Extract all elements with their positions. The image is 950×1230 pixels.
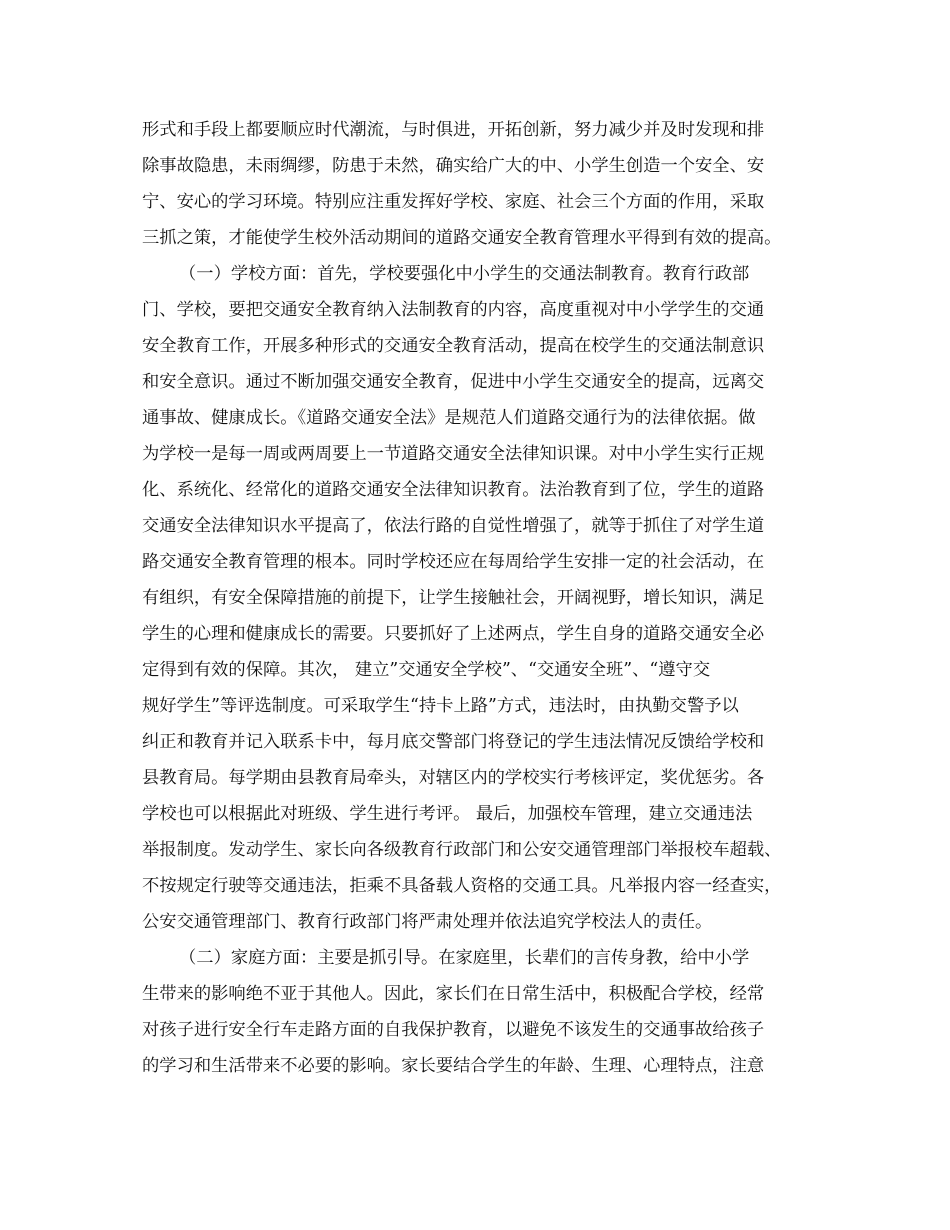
- text-line: 门、学校，要把交通安全教育纳入法制教育的内容，高度重视对中小学学生的交通: [142, 300, 765, 320]
- text-line: 有组织，有安全保障措施的前提下，让学生接触社会，开阔视野，增长知识，满足: [142, 588, 765, 608]
- text-line: 交通安全法律知识水平提高了，依法行路的自觉性增强了，就等于抓住了对学生道: [142, 516, 765, 536]
- text-line: 安全教育工作，开展多种形式的交通安全教育活动，提高在校学生的交通法制意识: [142, 336, 765, 356]
- text-line: 通事故、健康成长。《道路交通安全法》是规范人们道路交通行为的法律依据。做: [142, 408, 756, 428]
- paragraph-first-line: （二）家庭方面：主要是抓引导。在家庭里，长辈们的言传身教，给中小学: [179, 948, 750, 968]
- text-line: 举报制度。发动学生、家长向各级教育行政部门和公安交通管理部门举报校车超载、: [142, 840, 782, 860]
- text-line: 对孩子进行安全行车走路方面的自我保护教育，以避免不该发生的交通事故给孩子: [142, 1020, 765, 1040]
- text-line: 规好学生”等评选制度。可采取学生“持卡上路”方式，违法时，由执勤交警予以: [142, 696, 739, 716]
- text-line: 和安全意识。通过不断加强交通安全教育，促进中小学生交通安全的提高，远离交: [142, 372, 765, 392]
- text-line: 三抓之策，才能使学生校外活动期间的道路交通安全教育管理水平得到有效的提高。: [142, 228, 782, 248]
- text-line: 纠正和教育并记入联系卡中，每月底交警部门将登记的学生违法情况反馈给学校和: [142, 732, 765, 752]
- text-line: 宁、安心的学习环境。特别应注重发挥好学校、家庭、社会三个方面的作用，采取: [142, 192, 765, 212]
- text-line: 化、系统化、经常化的道路交通安全法律知识教育。法治教育到了位，学生的道路: [142, 480, 765, 500]
- paragraph-first-line: （一）学校方面：首先，学校要强化中小学生的交通法制教育。教育行政部: [179, 264, 750, 284]
- text-line: 学生的心理和健康成长的需要。只要抓好了上述两点，学生自身的道路交通安全必: [142, 624, 765, 644]
- text-line: 为学校一是每一周或两周要上一节道路交通安全法律知识课。对中小学生实行正规: [142, 444, 765, 464]
- text-line: 生带来的影响绝不亚于其他人。因此，家长们在日常生活中，积极配合学校，经常: [142, 984, 765, 1004]
- text-line: 形式和手段上都要顺应时代潮流，与时俱进，开拓创新，努力减少并及时发现和排: [142, 120, 765, 140]
- document-body: [142, 112, 812, 1084]
- text-line: 不按规定行驶等交通违法，拒乘不具备载人资格的交通工具。凡举报内容一经查实，: [142, 876, 782, 896]
- text-line: 的学习和生活带来不必要的影响。家长要结合学生的年龄、生理、心理特点，注意: [142, 1056, 765, 1076]
- text-line: 除事故隐患，未雨绸缪，防患于未然，确实给广大的中、小学生创造一个安全、安: [142, 156, 765, 176]
- text-line: 县教育局。每学期由县教育局牵头，对辖区内的学校实行考核评定，奖优惩劣。各: [142, 768, 765, 788]
- text-line: 定得到有效的保障。其次， 建立”交通安全学校”、“交通安全班”、“遵守交: [142, 660, 711, 680]
- text-line: 路交通安全教育管理的根本。同时学校还应在每周给学生安排一定的社会活动，在: [142, 552, 765, 572]
- text-line: 学校也可以根据此对班级、学生进行考评。 最后，加强校车管理，建立交通违法: [142, 804, 753, 824]
- text-line: 公安交通管理部门、教育行政部门将严肃处理并依法追究学校法人的责任。: [142, 912, 713, 932]
